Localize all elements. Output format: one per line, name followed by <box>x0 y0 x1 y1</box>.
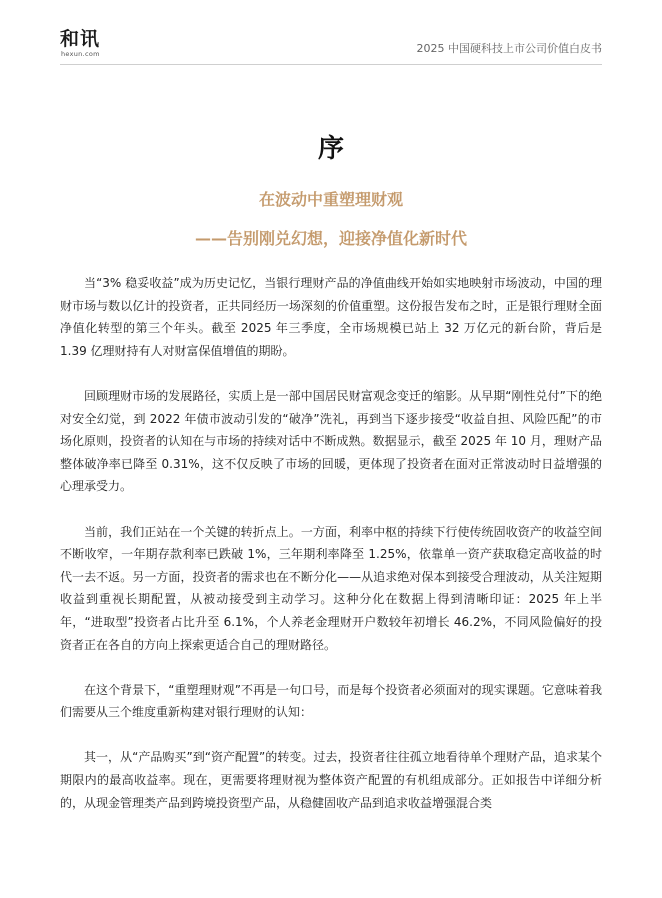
paragraph: 回顾理财市场的发展路径，实质上是一部中国居民财富观念变迁的缩影。从早期“刚性兑付”下的绝对安全幻觉，到 2022 年债市波动引发的“破净”洗礼，再到当下逐步接受“收益自担、风险匹配”的市场化原则，投资者的认知在与市场的持续对话中不断成熟。数据显示，截至 2025 年 10 月，理财产品整体破净率已降至 0.31%，这不仅反映了市场的回暖，更体现了投资者在面对正常波动时日益增强的心理承受力。 <box>60 388 602 494</box>
subtitle-line-1: 在波动中重塑理财观 <box>258 190 403 209</box>
document-title: 2025 中国硬科技上市公司价值白皮书 <box>416 42 602 55</box>
page-title: 序 <box>317 134 344 164</box>
paragraph: 当“3% 稳妥收益”成为历史记忆，当银行理财产品的净值曲线开始如实地映射市场波动，中国的理财市场与数以亿计的投资者，正共同经历一场深刻的价值重塑。这份报告发布之时，正是银行理财全面净值化转型的第三个年头。截至 2025 年三季度，全市场规模已站上 32 万亿元的新台阶，背后是 1.39 亿理财持有人对财富保值增值的期盼。 <box>60 276 602 358</box>
logo-mark: 和讯 <box>60 28 101 50</box>
logo-domain: hexun.com <box>61 50 100 58</box>
paragraph: 在这个背景下，“重塑理财观”不再是一句口号，而是每个投资者必须面对的现实课题。它意味着我们需要从三个维度重新构建对银行理财的认知： <box>60 682 602 720</box>
paragraph: 当前，我们正站在一个关键的转折点上。一方面，利率中枢的持续下行使传统固收资产的收益空间不断收窄，一年期存款利率已跌破 1%，三年期利率降至 1.25%，依靠单一资产获取稳定高收益的时代一去不返。另一方面，投资者的需求也在不断分化——从追求绝对保本到接受合理波动，从关注短期收益到重视长期配置，从被动接受到主动学习。这种分化在数据上得到清晰印证：2025 年上半年，“进取型”投资者占比升至 6.1%，个人养老金理财开户数较年初增长 46.2%，不同风险偏好的投资者正在各自的方向上探索更适合自己的理财路径。 <box>60 524 602 652</box>
subtitle-line-2: ——告别刚兑幻想，迎接净值化新时代 <box>194 229 467 248</box>
hexun-logo <box>60 28 120 62</box>
preface-body <box>60 272 602 837</box>
paragraph: 其一，从“产品购买”到“资产配置”的转变。过去，投资者往往孤立地看待单个理财产品，追求某个期限内的最高收益率。现在，更需要将理财视为整体资产配置的有机组成部分。正如报告中详细分析的，从现金管理类产品到跨境投资型产品，从稳健固收产品到追求收益增强混合类 <box>60 750 602 810</box>
page-header <box>60 28 602 62</box>
header-divider <box>60 64 602 65</box>
